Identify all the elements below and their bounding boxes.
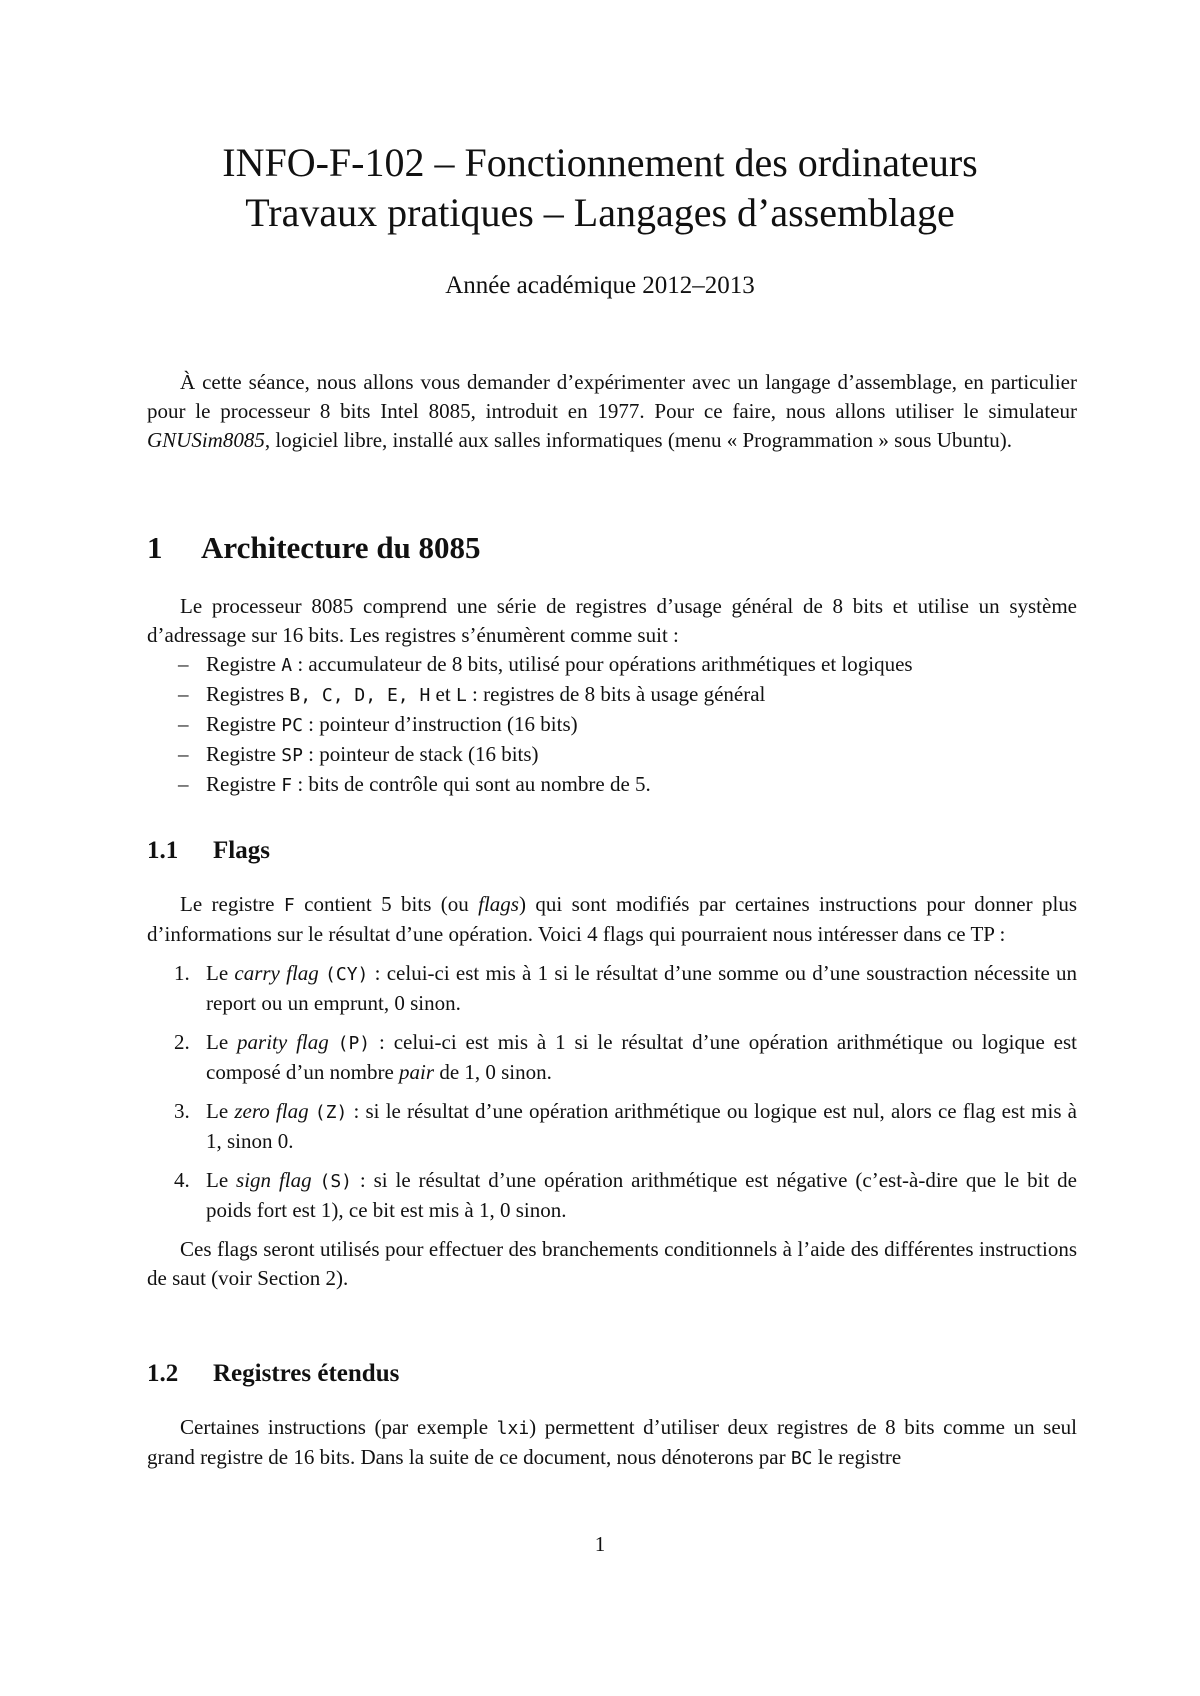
intro-section (147, 368, 1077, 455)
section-number: 1.1 (147, 837, 179, 864)
section-number: 1 (147, 530, 163, 565)
document-title-line2: Travaux pratiques – Langages d’assemblage (245, 190, 955, 235)
flag-list (147, 959, 1077, 1225)
section-title: Flags (213, 837, 270, 864)
list-item: 1. Le carry flag (CY) : celui-ci est mis à 1 si le résultat d’une somme ou d’une soustraction nécessite un report ou un emprunt, 0 sinon. (174, 961, 1078, 1015)
extended-registers-body (147, 1413, 1077, 1473)
list-item: 3. Le zero flag (Z) : si le résultat d’une opération arithmétique ou logique est nul, alors ce flag est mis à 1, sinon 0. (174, 1099, 1077, 1153)
list-item: – Registre F : bits de contrôle qui sont au nombre de 5. (147, 770, 1077, 800)
section-1-heading (147, 530, 481, 566)
list-item: – Registres B, C, D, E, H et L : registres de 8 bits à usage général (147, 680, 1077, 710)
architecture-paragraph: Le processeur 8085 comprend une série de registres d’usage général de 8 bits et utilise un système d’adressage sur 16 bits. Les registres s’énumèrent comme suit : (147, 594, 1077, 647)
extended-registers-paragraph: Certaines instructions (par exemple lxi) permettent d’utiliser deux registres de 8 bits comme un seul grand registre de 16 bits. Dans la suite de ce document, nous dénoterons par BC le registre (147, 1415, 1077, 1469)
list-item: – Registre A : accumulateur de 8 bits, utilisé pour opérations arithmétiques et logiques (147, 650, 1077, 680)
list-item: 2. Le parity flag (P) : celui-ci est mis à 1 si le résultat d’une opération arithmétique ou logique est composé d’un nombre pair de 1, 0 sinon. (174, 1030, 1077, 1084)
register-list (147, 650, 1077, 800)
page-number: 1 (594, 1532, 606, 1556)
section-1-2-heading (147, 1360, 399, 1388)
section-number: 1.2 (147, 1360, 179, 1387)
section-title: Architecture du 8085 (201, 530, 481, 565)
flags-body (147, 890, 1077, 1293)
intro-text-part2: , logiciel libre, installé aux salles informatiques (menu « Programmation » sous Ubuntu). (264, 428, 1012, 452)
software-name: GNUSim8085 (147, 428, 265, 452)
section-1-1-heading (147, 837, 270, 865)
section-title: Registres étendus (213, 1360, 400, 1387)
intro-text-part1: À cette séance, nous allons vous demander d’expérimenter avec un langage d’assemblage, en particulier pour le processeur 8 bits Intel 8085, introduit en 1977. Pour ce faire, nous allons utiliser le simulateur (147, 370, 1077, 423)
list-item: 4. Le sign flag (S) : si le résultat d’une opération arithmétique est négative (c’est-à-dire que le bit de poids fort est 1), ce bit est mis à 1, 0 sinon. (174, 1168, 1077, 1222)
academic-year: Année académique 2012–2013 (445, 272, 755, 299)
list-item: – Registre PC : pointeur d’instruction (16 bits) (147, 710, 1077, 740)
architecture-body (147, 592, 1077, 800)
flags-outro-paragraph: Ces flags seront utilisés pour effectuer des branchements conditionnels à l’aide des différentes instructions de saut (voir Section 2). (147, 1237, 1077, 1290)
flags-intro-paragraph: Le registre F contient 5 bits (ou flags) qui sont modifiés par certaines instructions pour donner plus d’informations sur le résultat d’une opération. Voici 4 flags qui pourraient nous intéresser dans ce TP : (147, 892, 1077, 946)
document-title-line1: INFO-F-102 – Fonctionnement des ordinateurs (222, 140, 978, 185)
list-item: – Registre SP : pointeur de stack (16 bits) (147, 740, 1077, 770)
intro-paragraph (147, 368, 1077, 455)
